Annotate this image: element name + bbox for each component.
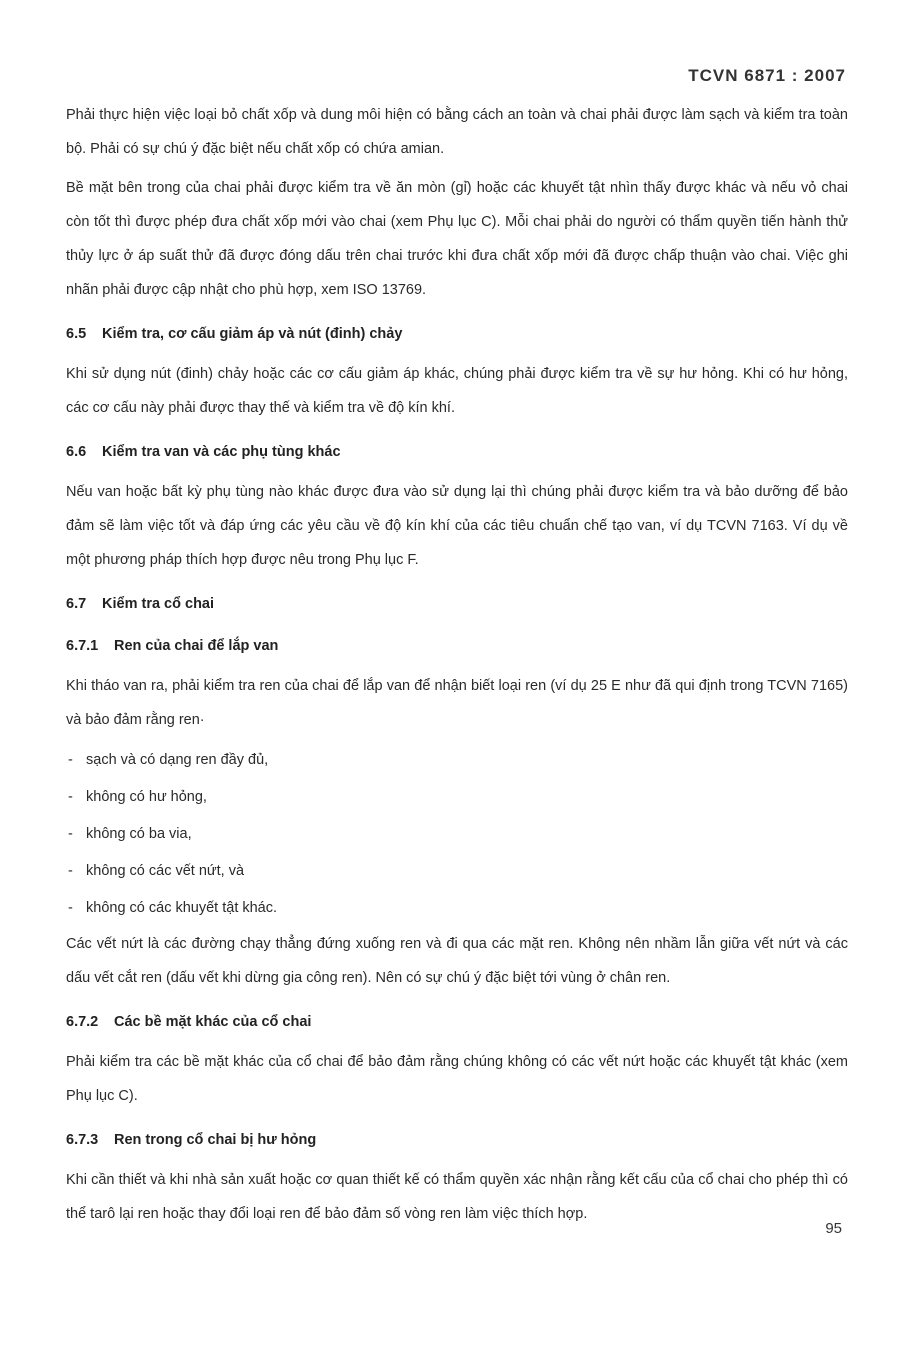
standard-code-header: TCVN 6871 : 2007 — [688, 66, 846, 85]
section-6-7-heading — [66, 589, 848, 619]
section-number: 6.5 — [66, 326, 87, 342]
intro-paragraph-1: Phải thực hiện việc loại bỏ chất xốp và dung môi hiện có bằng cách an toàn và chai phải được làm sạch và kiểm tra toàn bộ. Phải có sự chú ý đặc biệt nếu chất xốp có chứa amian. — [66, 107, 848, 157]
page-number: 95 — [825, 1220, 842, 1237]
section-title: Kiểm tra van và các phụ tùng khác — [102, 444, 341, 460]
section-6-6-text: Nếu van hoặc bất kỳ phụ tùng nào khác được đưa vào sử dụng lại thì chúng phải được kiểm tra và bảo dưỡng để bảo đảm sẽ làm việc tốt và đáp ứng các yêu cầu về độ kín khí của các tiêu chuẩn chế tạo van, ví dụ TCVN 7163. Ví dụ về một phương pháp thích hợp được nêu trong Phụ lục F. — [66, 484, 848, 568]
section-6-7-2-heading — [66, 1007, 848, 1037]
section-6-7-2-text: Phải kiểm tra các bề mặt khác của cổ chai để bảo đảm rằng chúng không có các vết nứt hoặc các khuyết tật khác (xem Phụ lục C). — [66, 1054, 848, 1104]
section-number: 6.7.1 — [66, 638, 99, 654]
section-6-7-3-text: Khi cần thiết và khi nhà sản xuất hoặc cơ quan thiết kế có thẩm quyền xác nhận rằng kết cấu của cổ chai cho phép thì có thể tarô lại ren hoặc thay đổi loại ren để bảo đảm số vòng ren làm việc thích hợp. — [66, 1172, 848, 1222]
section-6-5-heading — [66, 319, 848, 349]
intro-paragraph-2: Bề mặt bên trong của chai phải được kiểm tra về ăn mòn (gỉ) hoặc các khuyết tật nhìn thấy được khác và nếu vỏ chai còn tốt thì được phép đưa chất xốp mới vào chai (xem Phụ lục C). Mỗi chai phải do người có thẩm quyền tiến hành thử thủy lực ở áp suất thử đã được đóng dấu trên chai trước khi đưa chất xốp mới đã được chấp thuận vào chai. Việc ghi nhãn phải được cập nhật cho phù hợp, xem ISO 13769. — [66, 180, 848, 298]
list-item: - không có các vết nứt, và — [66, 853, 848, 890]
section-6-7-1-heading — [66, 631, 848, 661]
section-6-5-text: Khi sử dụng nút (đinh) chảy hoặc các cơ cấu giảm áp khác, chúng phải được kiểm tra về sự hư hỏng. Khi có hư hỏng, các cơ cấu này phải được thay thế và kiểm tra về độ kín khí. — [66, 366, 848, 416]
section-number: 6.7.2 — [66, 1014, 99, 1030]
section-title: Kiểm tra cổ chai — [102, 596, 215, 612]
section-title: Ren trong cổ chai bị hư hỏng — [114, 1132, 317, 1148]
section-6-6-heading — [66, 437, 848, 467]
list-item: - sạch và có dạng ren đầy đủ, — [66, 742, 848, 779]
thread-requirements-list — [66, 742, 848, 927]
page-content — [66, 98, 848, 1236]
list-item: - không có các khuyết tật khác. — [66, 890, 848, 927]
list-item: - không có hư hỏng, — [66, 779, 848, 816]
section-number: 6.6 — [66, 444, 87, 460]
section-title: Kiểm tra, cơ cấu giảm áp và nút (đinh) chảy — [102, 326, 403, 342]
section-number: 6.7.3 — [66, 1132, 99, 1148]
section-title: Ren của chai để lắp van — [114, 638, 279, 654]
section-title: Các bề mặt khác của cổ chai — [114, 1014, 312, 1030]
section-number: 6.7 — [66, 596, 87, 612]
list-item: - không có ba via, — [66, 816, 848, 853]
section-6-7-1-after-text: Các vết nứt là các đường chạy thẳng đứng xuống ren và đi qua các mặt ren. Không nên nhầm lẫn giữa vết nứt và các dấu vết cắt ren (dấu vết khi dừng gia công ren). Nên có sự chú ý đặc biệt tới vùng ở chân ren. — [66, 936, 848, 986]
section-6-7-1-text: Khi tháo van ra, phải kiểm tra ren của chai để lắp van để nhận biết loại ren (ví dụ 25 E như đã qui định trong TCVN 7165) và bảo đảm rằng ren· — [66, 678, 848, 728]
section-6-7-3-heading — [66, 1125, 848, 1155]
